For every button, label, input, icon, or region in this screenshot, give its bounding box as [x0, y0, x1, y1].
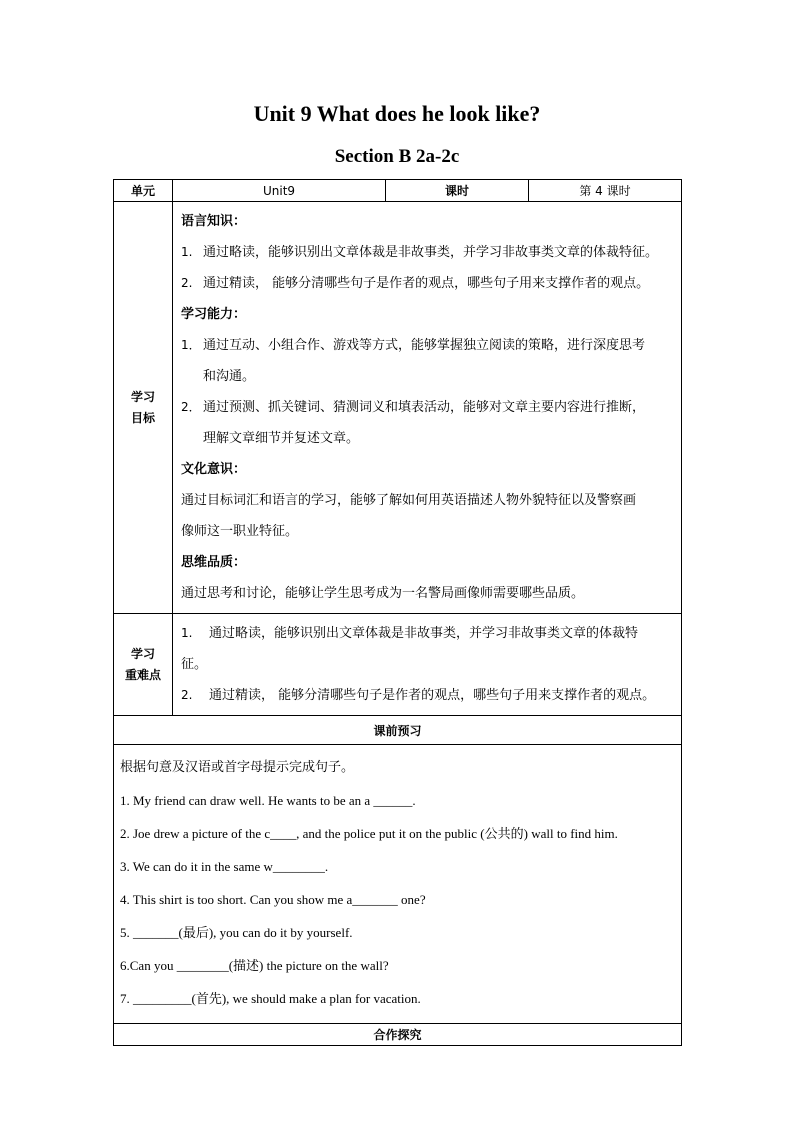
key-point-item: [181, 680, 675, 711]
preview-question: 3. We can do it in the same w________.: [120, 859, 329, 874]
goals-label-line1: 学习: [130, 389, 155, 404]
key-point-text: 通过精读， 能够分清哪些句子是作者的观点，哪些句子用来支撑作者的观点。: [209, 688, 656, 703]
ability-item-continuation: 和沟通。: [203, 369, 256, 384]
unit-value: Unit9: [173, 180, 386, 202]
lesson-label: 课时: [386, 180, 529, 202]
preview-content: [114, 745, 682, 1024]
language-item: [181, 268, 675, 299]
ability-item-number: 1．: [181, 338, 201, 352]
language-item-text: 通过略读，能够识别出文章体裁是非故事类，并学习非故事类文章的体裁特征。: [203, 245, 659, 260]
preview-question: 4. This shirt is too short. Can you show me a_______ one?: [120, 892, 426, 907]
cooperation-heading-row: [114, 1024, 682, 1046]
key-point-continuation: 征。: [181, 657, 208, 672]
language-knowledge-title: 语言知识：: [181, 214, 247, 229]
preview-question: 6.Can you ________(描述) the picture on the wall?: [120, 958, 389, 973]
key-points-label: [114, 614, 173, 716]
cultural-awareness-text: 通过目标词汇和语言的学习，能够了解如何用英语描述人物外貌特征以及警察画: [181, 493, 637, 508]
ability-item: [181, 330, 675, 361]
ability-item-text: 通过互动、小组合作、游戏等方式，能够掌握独立阅读的策略，进行深度思考: [203, 338, 646, 353]
cooperation-heading: 合作探究: [114, 1024, 682, 1046]
ability-item-continuation: 理解文章细节并复述文章。: [203, 431, 360, 446]
lesson-plan-table: [113, 179, 682, 1046]
language-item-number: 2.: [181, 276, 193, 290]
preview-question: 5. _______(最后), you can do it by yourself.: [120, 925, 353, 940]
language-item-text: 通过精读， 能够分清哪些句子是作者的观点，哪些句子用来支撑作者的观点。: [203, 276, 650, 291]
preview-question: 2. Joe drew a picture of the c____, and the police put it on the public (公共的) wall to find him.: [120, 826, 618, 841]
document-title: Unit 9 What does he look like?: [253, 101, 541, 126]
preview-heading: 课前预习: [114, 716, 682, 745]
key-points-label-line2: 重难点: [124, 667, 161, 682]
goals-label: [114, 202, 173, 614]
key-point-text: 通过略读，能够识别出文章体裁是非故事类，并学习非故事类文章的体裁特: [209, 626, 639, 641]
ability-item: [181, 392, 675, 423]
thinking-quality-text: 通过思考和讨论，能够让学生思考成为一名警局画像师需要哪些品质。: [181, 586, 585, 601]
preview-content-row: [114, 745, 682, 1024]
preview-instruction: 根据句意及汉语或首字母提示完成句子。: [120, 760, 355, 775]
unit-label: 单元: [114, 180, 173, 202]
goals-content: [173, 202, 682, 614]
preview-heading-row: [114, 716, 682, 745]
key-points-row: [114, 614, 682, 716]
learning-ability-title: 学习能力：: [181, 307, 247, 322]
language-item-number: 1.: [181, 245, 193, 259]
ability-item-text: 通过预测、抓关键词、猜测词义和填表活动，能够对文章主要内容进行推断，: [203, 400, 646, 415]
cultural-awareness-text-continued: 像师这一职业特征。: [181, 524, 299, 539]
key-point-number: 1.: [181, 626, 193, 640]
key-point-number: 2.: [181, 688, 193, 702]
lesson-value: 第 4 课时: [529, 180, 682, 202]
key-points-label-line1: 学习: [130, 646, 155, 661]
preview-question: 7. _________(首先), we should make a plan for vacation.: [120, 991, 421, 1006]
cultural-awareness-title: 文化意识：: [181, 462, 247, 477]
preview-question: 1. My friend can draw well. He wants to be an a ______.: [120, 793, 416, 808]
goals-label-line2: 目标: [130, 410, 155, 425]
thinking-quality-title: 思维品质：: [181, 555, 247, 570]
key-point-item: [181, 618, 675, 649]
header-row: [114, 180, 682, 202]
ability-item-number: 2．: [181, 400, 201, 414]
language-item: [181, 237, 675, 268]
document-subtitle: Section B 2a-2c: [334, 146, 460, 167]
goals-row: [114, 202, 682, 614]
key-points-content: [173, 614, 682, 716]
